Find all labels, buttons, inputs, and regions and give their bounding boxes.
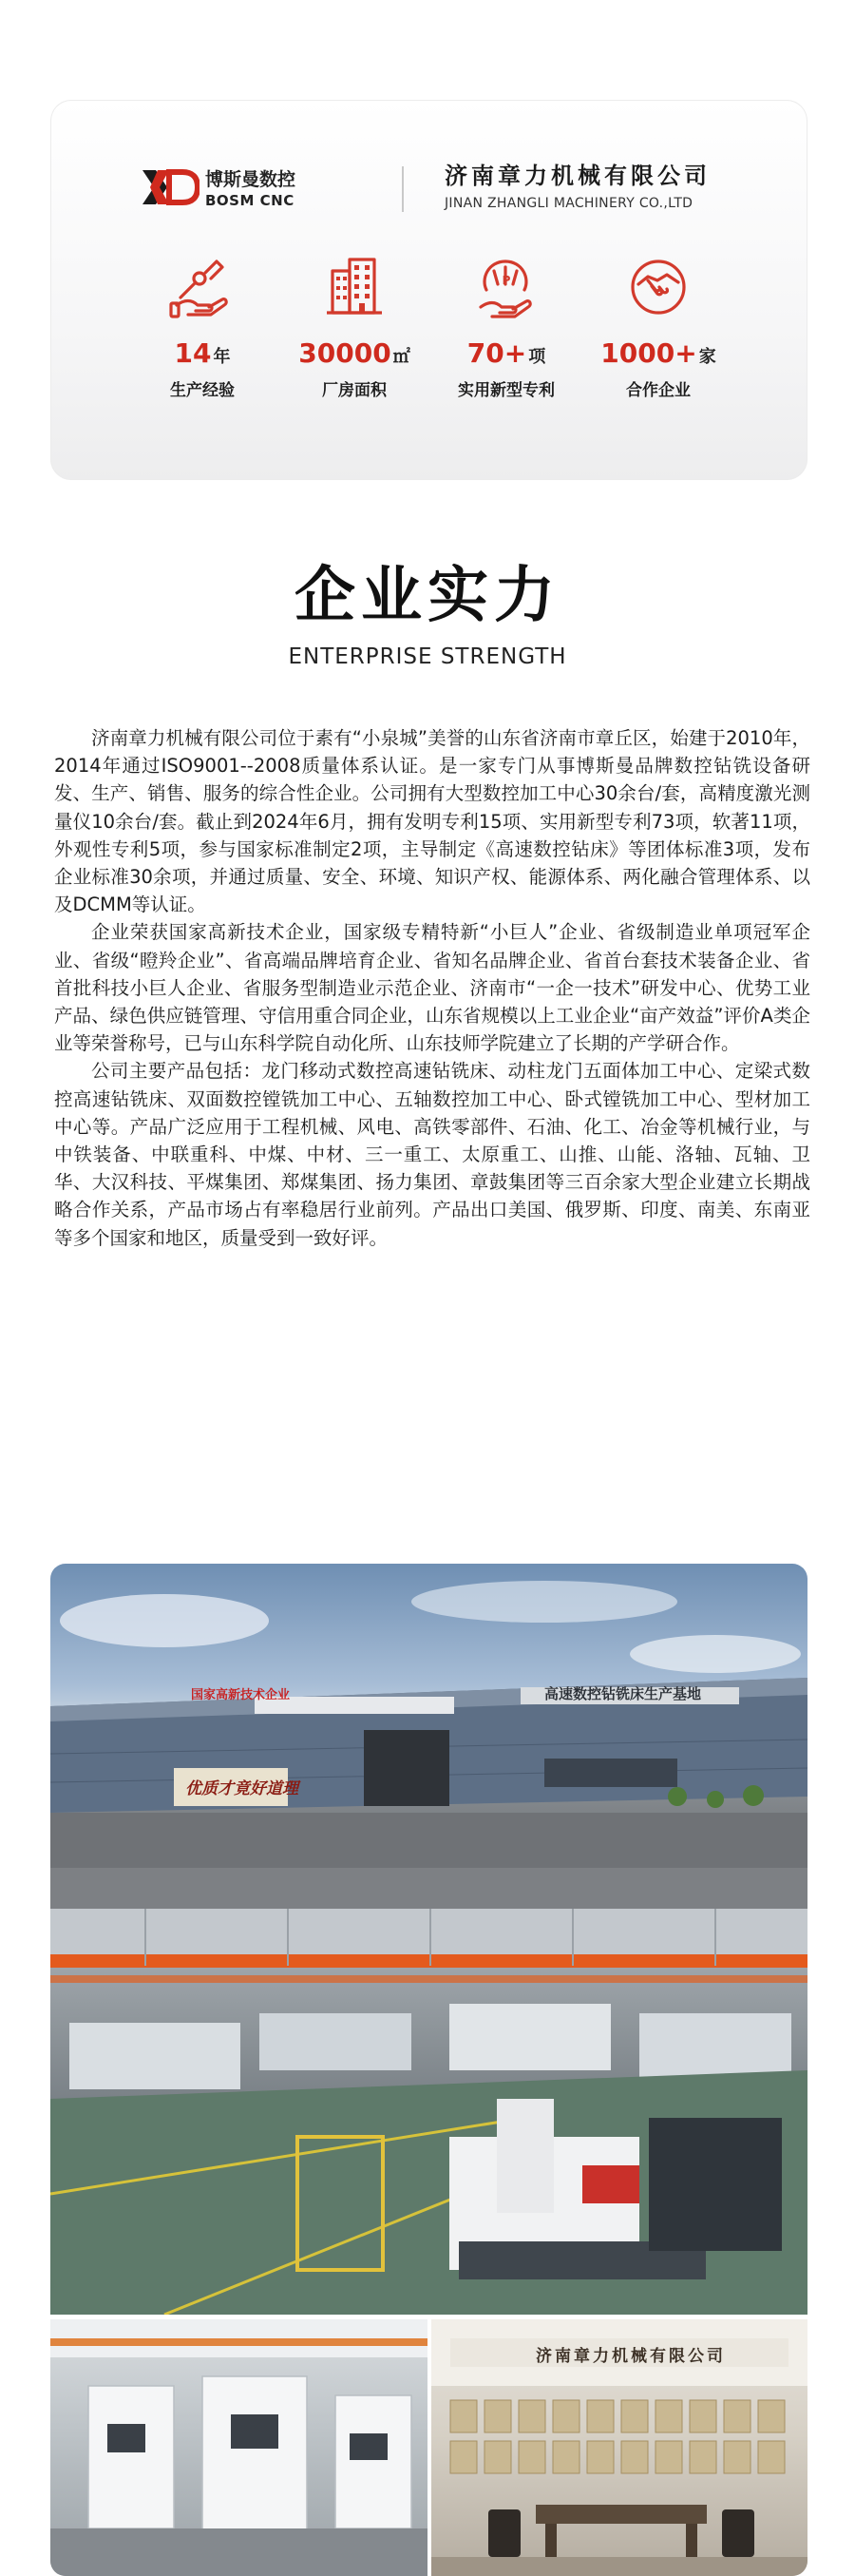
stat-patents — [430, 252, 582, 400]
stat-area — [278, 252, 430, 400]
section-title: 企业实力 — [294, 561, 560, 631]
factory-slogan: 优质才竟好道理 — [185, 1779, 298, 1798]
company-name-cn: 济南章力机械有限公司 — [445, 163, 711, 189]
stat-experience — [126, 252, 278, 400]
brand-name-cn: 博斯曼数控 — [205, 169, 296, 190]
stat-value: 1000+ 家 — [600, 337, 716, 369]
handshake-icon — [623, 252, 694, 322]
header-divider — [402, 166, 404, 212]
stat-value: 14 年 — [174, 337, 231, 369]
stat-label: 生产经验 — [170, 381, 235, 400]
office-honors-photo — [431, 2319, 808, 2576]
company-name-en: JINAN ZHANGLI MACHINERY CO.,LTD — [445, 196, 694, 211]
stat-label: 合作企业 — [626, 381, 691, 400]
building-icon — [319, 252, 390, 322]
section-subtitle: ENTERPRISE STRENGTH — [288, 644, 567, 669]
stat-label: 实用新型专利 — [458, 381, 555, 400]
bosm-logo-icon — [141, 166, 200, 208]
intro-paragraph: 公司主要产品包括：龙门移动式数控高速钻铣床、动柱龙门五面体加工中心、定梁式数控高速钻铣床、双面数控镗铣加工中心、五轴数控加工中心、卧式镗铣加工中心、型材加工中心等。产品广泛应用于工程机械、风电、高铁零部件、石油、化工、冶金等机械行业，与中铁装备、中联重科、中煤、中材、三一重工、太原重工、山推、山能、洛轴、瓦轴、卫华、大汉科技、平煤集团、郑煤集团、扬力集团、章鼓集团等三百余家大型企业建立长期战略合作关系，产品市场占有率稳居行业前列。产品出口美国、俄罗斯、印度、南美、东南亚等多个国家和地区，质量受到一致好评。 — [54, 1060, 810, 1249]
brand-name-en: BOSM CNC — [205, 192, 294, 209]
company-header-card — [50, 100, 808, 480]
patent-hand-icon — [471, 252, 542, 322]
factory-exterior-photo — [50, 1564, 808, 1909]
stat-partners — [582, 252, 734, 400]
intro-paragraph: 企业荣获国家高新技术企业，国家级专精特新“小巨人”企业、省级制造业单项冠军企业、省级“瞪羚企业”、省高端品牌培育企业、省知名品牌企业、省首台套技术装备企业、省首批科技小巨人企业、省服务型制造业示范企业、济南市“一企一技术”研发中心、优势工业产品、绿色供应链管理、守信用重合同企业，山东省规模以上工业企业“亩产效益”评价A类企业等荣誉称号，已与山东科学院自动化所、山东技师学院建立了长期的产学研合作。 — [54, 921, 810, 1055]
stat-value: 70+ 项 — [466, 337, 546, 369]
workshop-interior-photo — [50, 1909, 808, 2315]
wrench-hand-icon — [167, 252, 238, 322]
brand-logo[interactable] — [141, 159, 295, 216]
stat-value: 30000 ㎡ — [298, 337, 410, 369]
machining-center-photo — [50, 2319, 428, 2576]
office-wall-banner: 济南章力机械有限公司 — [536, 2347, 726, 2366]
factory-sign-hightech: 国家高新技术企业 — [191, 1688, 291, 1702]
svg-text:P: P — [502, 274, 511, 287]
company-introduction — [54, 724, 810, 1252]
factory-sign-base: 高速数控钻铣床生产基地 — [544, 1685, 702, 1702]
stats-row — [126, 252, 734, 471]
company-name-block — [445, 157, 711, 211]
intro-paragraph: 济南章力机械有限公司位于素有“小泉城”美誉的山东省济南市章丘区，始建于2010年，2014年通过ISO9001--2008质量体系认证。是一家专门从事博斯曼品牌数控钻铣设备研发、生产、销售、服务的综合性企业。公司拥有大型数控加工中心30余台/套，高精度激光测量仪10余台/套。截止到2024年6月，拥有发明专利15项、实用新型专利73项，软著11项，外观性专利5项，参与国家标准制定2项，主导制定《高速数控钻床》等团体标准3项，发布企业标准30余项，并通过质量、安全、环境、知识产权、能源体系、两化融合管理体系、以及DCMM等认证。 — [54, 727, 810, 916]
stat-label: 厂房面积 — [322, 381, 387, 400]
